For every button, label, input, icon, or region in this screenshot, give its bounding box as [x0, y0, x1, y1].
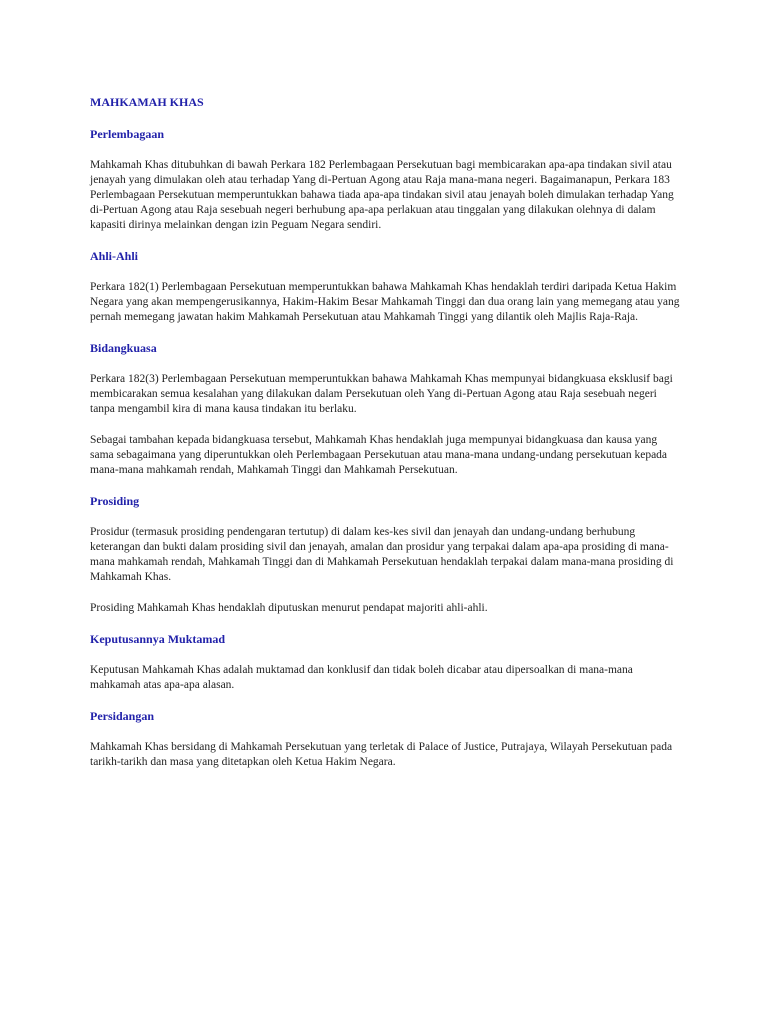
- paragraph: Mahkamah Khas ditubuhkan di bawah Perkara 182 Perlembagaan Persekutuan bagi membicarakan apa-apa tindakan sivil atau jenayah yang dimulakan oleh atau terhadap Yang di-Pertuan Agong atau Raja mana-mana negeri. Bagaimanapun, Perkara 183 Perlembagaan Persekutuan memperuntukkan bahawa tiada apa-apa tindakan sivil atau jenayah boleh dimulakan terhadap Yang di-Pertuan Agong atau Raja sesebuah negeri berhubung apa-apa perlakuan atau tinggalan yang dilakukan olehnya di dalam kapasiti dirinya melainkan dengan izin Peguam Negara sendiri.: [90, 159, 674, 231]
- section-heading: Bidangkuasa: [90, 341, 157, 355]
- paragraph: Perkara 182(1) Perlembagaan Persekutuan memperuntukkan bahawa Mahkamah Khas hendaklah terdiri daripada Ketua Hakim Negara yang akan mempengerusikannya, Hakim-Hakim Besar Mahkamah Tinggi dan dua orang lain yang memegang atau yang pernah memegang jawatan hakim Mahkamah Persekutuan atau Mahkamah Tinggi yang dilantik oleh Majlis Raja-Raja.: [90, 281, 680, 323]
- document-page: [90, 95, 680, 786]
- paragraph: Keputusan Mahkamah Khas adalah muktamad dan konklusif dan tidak boleh dicabar atau dipersoalkan di mana-mana mahkamah atas apa-apa alasan.: [90, 664, 633, 691]
- section-heading: Keputusannya Muktamad: [90, 632, 226, 646]
- section-persidangan: [90, 709, 680, 770]
- section-heading: Perlembagaan: [90, 127, 164, 141]
- section-bidangkuasa: [90, 341, 680, 478]
- paragraph: Prosiding Mahkamah Khas hendaklah diputuskan menurut pendapat majoriti ahli-ahli.: [90, 602, 488, 614]
- section-ahli-ahli: [90, 249, 680, 325]
- section-keputusannya-muktamad: [90, 632, 680, 693]
- section-perlembagaan: [90, 127, 680, 233]
- paragraph: Sebagai tambahan kepada bidangkuasa tersebut, Mahkamah Khas hendaklah juga mempunyai bidangkuasa dan kausa yang sama sebagaimana yang diperuntukkan oleh Perlembagaan Persekutuan atau mana-mana undang-undang persekutuan kepada mana-mana mahkamah rendah, Mahkamah Tinggi dan Mahkamah Persekutuan.: [90, 434, 668, 476]
- paragraph: Mahkamah Khas bersidang di Mahkamah Persekutuan yang terletak di Palace of Justice, Putrajaya, Wilayah Persekutuan pada tarikh-tarikh dan masa yang ditetapkan oleh Ketua Hakim Negara.: [90, 741, 673, 768]
- page-title: MAHKAMAH KHAS: [90, 95, 204, 109]
- paragraph: Prosidur (termasuk prosiding pendengaran tertutup) di dalam kes-kes sivil dan jenayah dan undang-undang berhubung keterangan dan bukti dalam prosiding sivil dan jenayah, amalan dan prosidur yang terpakai dalam apa-apa prosiding di mana-mana mahkamah rendah, Mahkamah Tinggi dan di Mahkamah Persekutuan hendaklah terpakai dalam mana-mana prosiding di Mahkamah Khas.: [90, 526, 674, 583]
- section-heading: Persidangan: [90, 709, 155, 723]
- section-heading: Ahli-Ahli: [90, 249, 139, 263]
- section-heading: Prosiding: [90, 494, 140, 508]
- paragraph: Perkara 182(3) Perlembagaan Persekutuan memperuntukkan bahawa Mahkamah Khas mempunyai bidangkuasa eksklusif bagi membicarakan semua kesalahan yang dilakukan dalam Persekutuan oleh Yang di-Pertuan Agong atau Raja sesebuah negeri tanpa mengambil kira di mana kausa tindakan itu berlaku.: [90, 373, 673, 415]
- section-prosiding: [90, 494, 680, 616]
